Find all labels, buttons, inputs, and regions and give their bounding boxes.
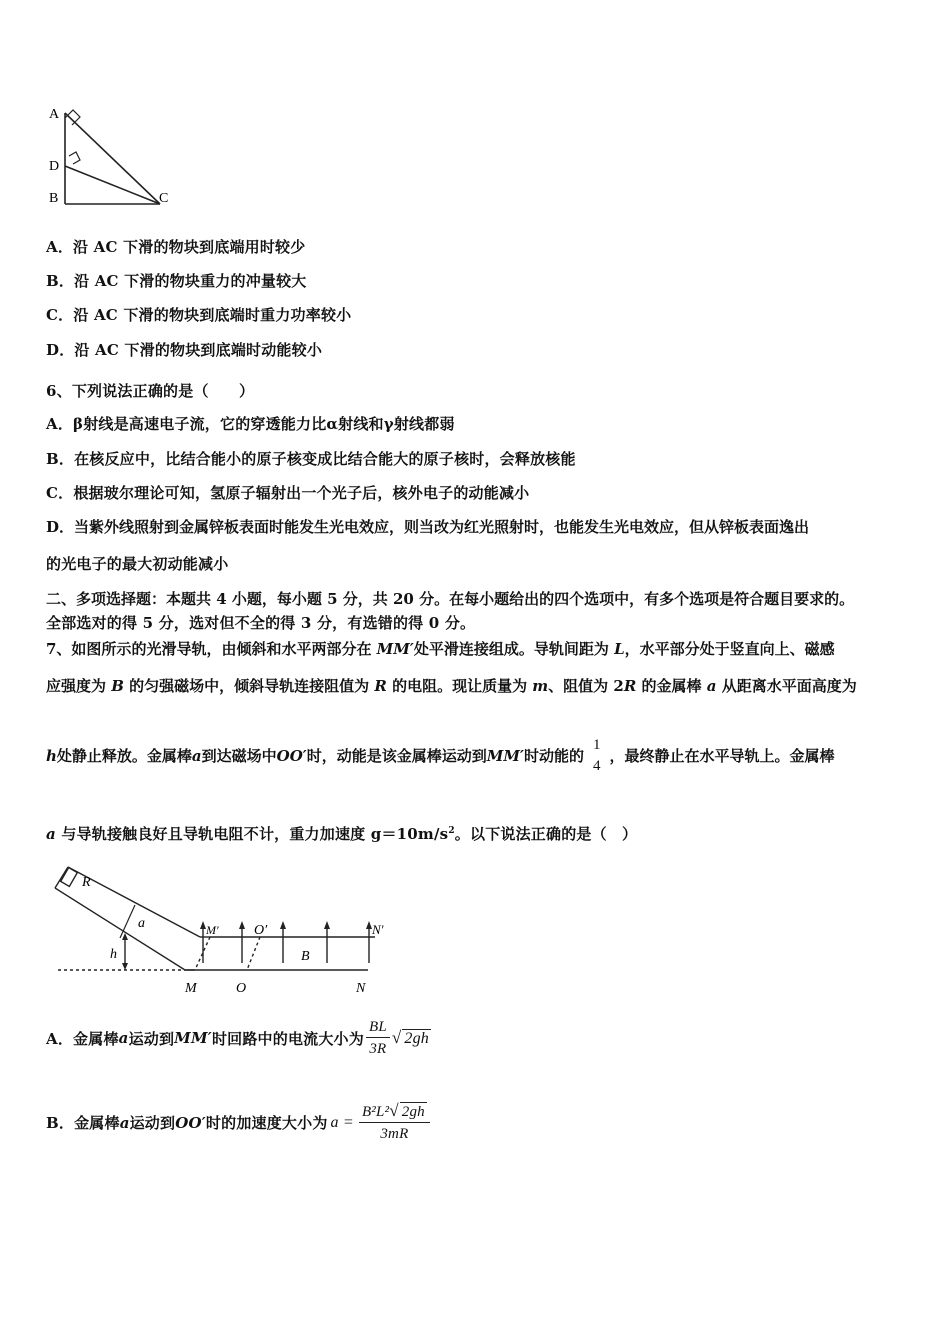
label-m: M — [185, 981, 197, 996]
q7-option-b: B．金属棒 a 运动到 OO′ 时的加速度大小为 a = $\frac{\text{B²L²√ 2gh}}{3mR}$ — [46, 1102, 432, 1143]
label-o-prime: O′ — [254, 923, 268, 938]
label-o: O — [236, 981, 247, 996]
triangle-figure — [40, 98, 180, 213]
q5-option-b: B．沿 AC 下滑的物块重力的冲量较大 — [46, 272, 307, 290]
label-m-prime: M′ — [206, 923, 219, 937]
label-h: h — [110, 947, 117, 962]
section2-line1: 二、多项选择题：本题共 4 小题，每小题 5 分，共 20 分。在每小题给出的四个选项中，有多个选项是符合题目要求的。 — [46, 590, 855, 608]
accel-lhs: a = — [330, 1113, 354, 1131]
q6-option-b: B．在核反应中，比结合能小的原子核变成比结合能大的原子核时，会释放核能 — [46, 450, 576, 468]
sqrt-expression: √ 2gh — [391, 1028, 429, 1047]
label-c: C — [159, 191, 169, 206]
accel-fraction: $\frac{\text{B²L²√ 2gh}}{3mR}$ — [359, 1102, 430, 1143]
q5-option-c: C．沿 AC 下滑的物块到底端时重力功率较小 — [46, 306, 352, 324]
q7-line3: h 处静止释放。金属棒 a 到达磁场中 OO′ 时，动能是该金属棒运动到 MM′ 时动能的 1 4 ，最终静止在水平导轨上。金属棒 — [46, 737, 835, 774]
label-a: A — [49, 107, 60, 122]
label-b: B — [49, 191, 59, 206]
label-rod-a: a — [138, 916, 145, 931]
rail-figure — [50, 855, 400, 1000]
label-b-field: B — [301, 949, 310, 964]
q6-option-a: A．β射线是高速电子流，它的穿透能力比α射线和γ射线都弱 — [46, 415, 455, 433]
current-fraction: $\frac{BL}{3R}$ — [366, 1018, 390, 1058]
q5-option-a: A．沿 AC 下滑的物块到底端用时较少 — [46, 238, 306, 256]
q7-line1: 7、如图所示的光滑导轨，由倾斜和水平两部分在 MM′处平滑连接组成。导轨间距为 L，水平部分处于竖直向上、磁感 — [46, 640, 835, 658]
q6-option-d-line2: 的光电子的最大初动能减小 — [46, 555, 229, 573]
q6-option-c: C．根据玻尔理论可知，氢原子辐射出一个光子后，核外电子的动能减小 — [46, 484, 530, 502]
q7-line4: a 与导轨接触良好且导轨电阻不计，重力加速度 $g=10m/s^2$。以下说法正确的是（ ） — [46, 825, 638, 843]
label-d: D — [49, 159, 60, 174]
fraction-quarter: 1 4 — [592, 737, 601, 774]
label-n: N — [356, 981, 366, 996]
q6-stem: 6、下列说法正确的是（ ） — [46, 382, 255, 400]
label-n-prime: N′ — [372, 922, 384, 937]
label-r: R — [82, 875, 91, 890]
q5-option-d: D．沿 AC 下滑的物块到底端时动能较小 — [46, 341, 323, 359]
q7-line2: 应强度为 B 的匀强磁场中，倾斜导轨连接阻值为 R 的电阻。现让质量为 m、阻值为 2R 的金属棒 a 从距离水平面高度为 — [46, 677, 857, 695]
q7-option-a: A．金属棒 a 运动到 MM′ 时回路中的电流大小为 $\frac{BL}{3R}$ √ 2gh — [46, 1019, 429, 1057]
section2-line2: 全部选对的得 5 分，选对但不全的得 3 分，有选错的得 0 分。 — [46, 614, 476, 632]
q6-option-d-line1: D．当紫外线照射到金属锌板表面时能发生光电效应，则当改为红光照射时，也能发生光电效应，但从锌板表面逸出 — [46, 518, 810, 536]
